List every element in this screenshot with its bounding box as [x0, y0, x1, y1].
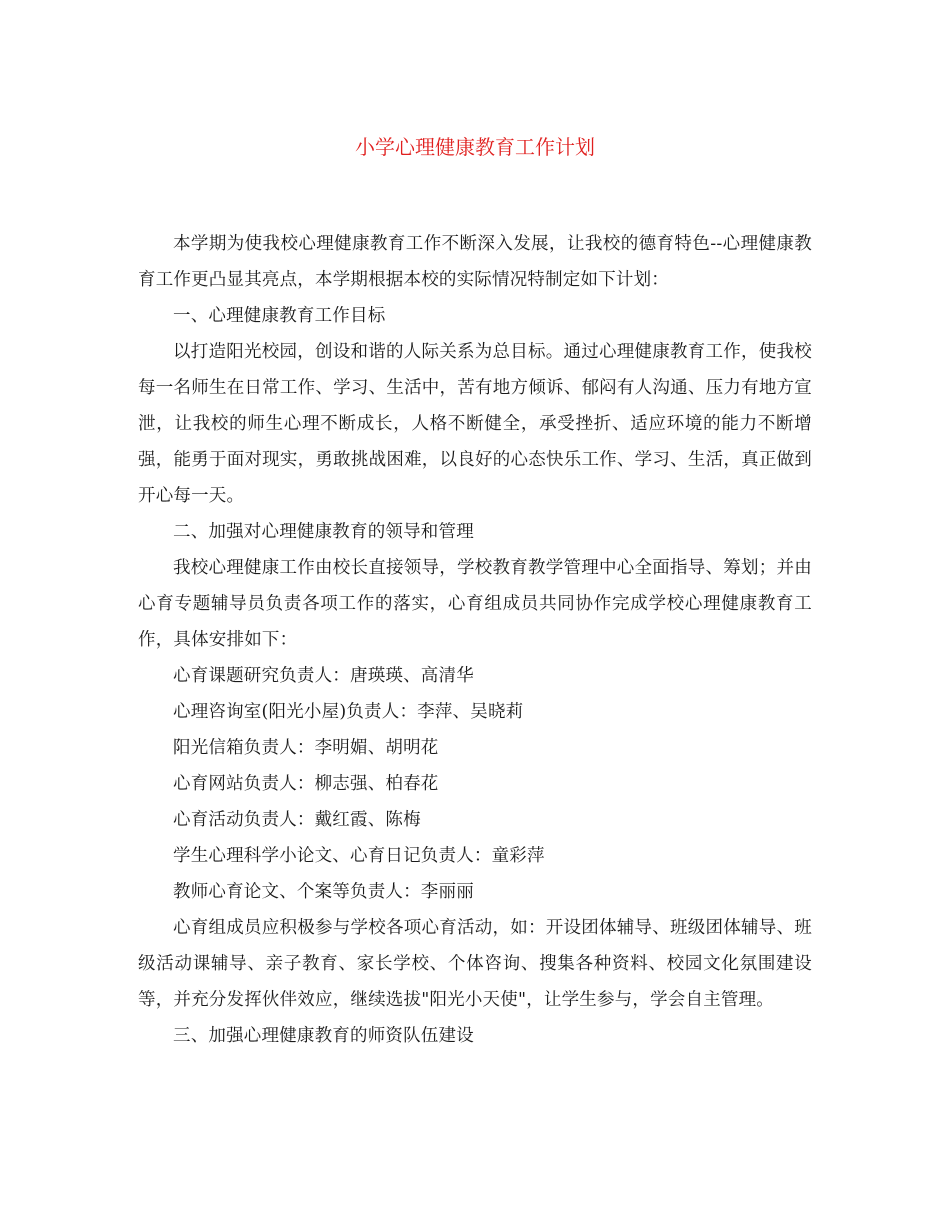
intro-paragraph: 本学期为使我校心理健康教育工作不断深入发展，让我校的德育特色--心理健康教育工作更凸显其亮点，本学期根据本校的实际情况特制定如下计划： [138, 234, 812, 290]
document-body [138, 226, 812, 1054]
responsibility-item: 心育活动负责人：戴红霞、陈梅 [173, 810, 421, 830]
section-heading-staff: 三、加强心理健康教育的师资队伍建设 [173, 1026, 474, 1046]
responsibility-item: 教师心育论文、个案等负责人：李丽丽 [173, 882, 474, 902]
responsibility-item: 学生心理科学小论文、心育日记负责人：童彩萍 [173, 846, 545, 866]
responsibility-item: 阳光信箱负责人：李明媚、胡明花 [173, 738, 439, 758]
leadership-paragraph: 我校心理健康工作由校长直接领导，学校教育教学管理中心全面指导、筹划；并由心育专题辅导员负责各项工作的落实，心育组成员共同协作完成学校心理健康教育工作，具体安排如下： [138, 558, 812, 650]
section-heading-goals: 一、心理健康教育工作目标 [173, 306, 386, 326]
responsibility-item: 心育课题研究负责人：唐瑛瑛、高清华 [173, 666, 474, 686]
section-heading-leadership: 二、加强对心理健康教育的领导和管理 [173, 522, 474, 542]
responsibility-item: 心理咨询室(阳光小屋)负责人：李萍、吴晓莉 [173, 702, 524, 722]
responsibility-item: 心育网站负责人：柳志强、柏春花 [173, 774, 439, 794]
activities-paragraph: 心育组成员应积极参与学校各项心育活动，如：开设团体辅导、班级团体辅导、班级活动课辅导、亲子教育、家长学校、个体咨询、搜集各种资料、校园文化氛围建设等，并充分发挥伙伴效应，继续选拔"阳光小天使"，让学生参与，学会自主管理。 [138, 918, 812, 1010]
goals-paragraph: 以打造阳光校园，创设和谐的人际关系为总目标。通过心理健康教育工作，使我校每一名师生在日常工作、学习、生活中，苦有地方倾诉、郁闷有人沟通、压力有地方宣泄，让我校的师生心理不断成长，人格不断健全，承受挫折、适应环境的能力不断增强，能勇于面对现实，勇敢挑战困难，以良好的心态快乐工作、学习、生活，真正做到开心每一天。 [138, 342, 812, 506]
document-title: 小学心理健康教育工作计划 [355, 135, 595, 159]
